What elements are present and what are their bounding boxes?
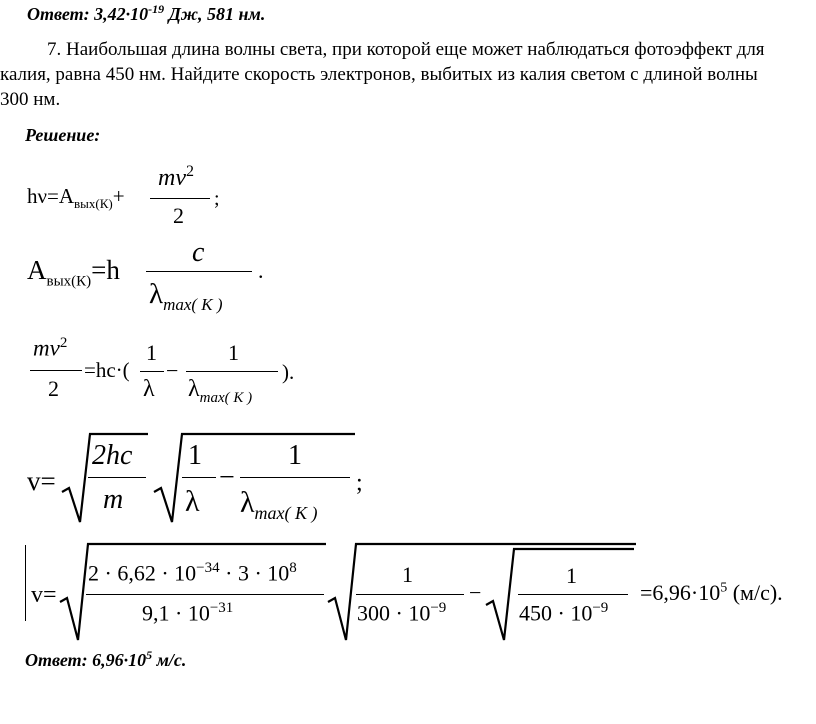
eq5-f1-bar [356, 594, 464, 595]
eq3-fraction-bar [30, 370, 82, 371]
eq1-denominator: 2 [173, 203, 184, 228]
answer-label: Ответ: [25, 650, 88, 670]
eq5-radical-3 [484, 545, 636, 650]
eq5-f2-numerator: 1 [566, 563, 577, 588]
eq5-f2-bar [518, 594, 628, 595]
eq4-f1-denominator: λ [185, 485, 200, 518]
eq5-result: $=6,96\cdot 10^5$ (м/с). [640, 580, 783, 605]
eq2-denominator: $\lambda_{max( K )}$ [149, 278, 223, 314]
eq4-f2-numerator: 1 [288, 440, 302, 471]
eq3-f1-numerator: 1 [146, 340, 157, 365]
eq3-f2-bar [186, 371, 278, 372]
eq5-lhs: v= [31, 582, 57, 608]
answer-units: Дж, 581 нм. [168, 4, 266, 24]
eq5-f2-denominator: $450 \cdot 10^{-9}$ [519, 600, 609, 626]
eq2-fraction-bar [146, 271, 252, 272]
eq5-numerator: $2 \cdot 6,62 \cdot 10^{-34} \cdot 3 \cdot 10^8$ [88, 560, 297, 586]
answer-exponent: 5 [146, 648, 153, 662]
eq5-f1-denominator: $300 \cdot 10^{-9}$ [357, 600, 447, 626]
eq1-fraction-bar [150, 198, 210, 199]
eq3-f2-numerator: 1 [228, 340, 239, 365]
eq4-r1-bar [88, 477, 146, 478]
answer-value: 3,42·10 [94, 4, 149, 24]
solution-label: Решение: [25, 125, 101, 145]
eq4-semicolon: ; [356, 470, 363, 496]
eq2-numerator: c [192, 237, 205, 268]
eq1-numerator: $mv^2$ [158, 163, 194, 191]
eq5-r1-bar [86, 594, 324, 595]
eq1-lhs: $h\nu=A_{вых(К)}+$ [27, 184, 125, 212]
eq5-margin-line [25, 545, 26, 621]
eq2-lhs: $A_{вых(К)}=h$ [27, 255, 120, 290]
eq2-period: . [258, 258, 264, 283]
answer-line-2 [25, 648, 186, 671]
eq4-f2-bar [240, 477, 350, 478]
eq5-denominator: $9,1 \cdot 10^{-31}$ [142, 600, 234, 626]
eq5-minus: − [469, 580, 482, 605]
eq3-end: ). [282, 360, 295, 384]
eq3-mid: =hc·( [84, 358, 130, 382]
eq4-f2-denominator: $\lambda_{max( K )}$ [240, 486, 318, 523]
eq4-f1-bar [182, 477, 216, 478]
eq4-r1-numerator: 2hc [92, 440, 133, 471]
eq5-radical-1 [58, 540, 328, 650]
eq4-lhs: v= [27, 466, 56, 496]
eq3-f1-bar [140, 371, 164, 372]
eq4-r1-denominator: m [103, 484, 124, 515]
eq3-minus: − [166, 358, 179, 383]
eq5-f1-numerator: 1 [402, 562, 413, 587]
eq3-f2-denominator: $\lambda_{max( K )}$ [188, 376, 253, 406]
answer-label: Ответ: [27, 4, 90, 24]
eq3-numerator: $mv^2$ [33, 335, 68, 361]
answer-value: 6,96·10 [92, 650, 147, 670]
problem-line-1: 7. Наибольшая длина волны света, при которой еще может наблюдаться фотоэффект для [47, 39, 765, 60]
eq3-f1-denominator: λ [143, 376, 155, 402]
eq4-minus: − [219, 462, 235, 493]
eq4-f1-numerator: 1 [188, 440, 202, 471]
answer-line-1 [27, 2, 265, 25]
answer-units: м/с. [156, 650, 187, 670]
eq1-semicolon: ; [214, 188, 220, 210]
answer-exponent: -19 [148, 2, 165, 16]
eq3-denominator: 2 [48, 376, 59, 401]
problem-line-3: 300 нм. [0, 89, 61, 110]
problem-line-2: калия, равна 450 нм. Найдите скорость электронов, выбитых из калия светом с длиной волны [0, 64, 758, 85]
